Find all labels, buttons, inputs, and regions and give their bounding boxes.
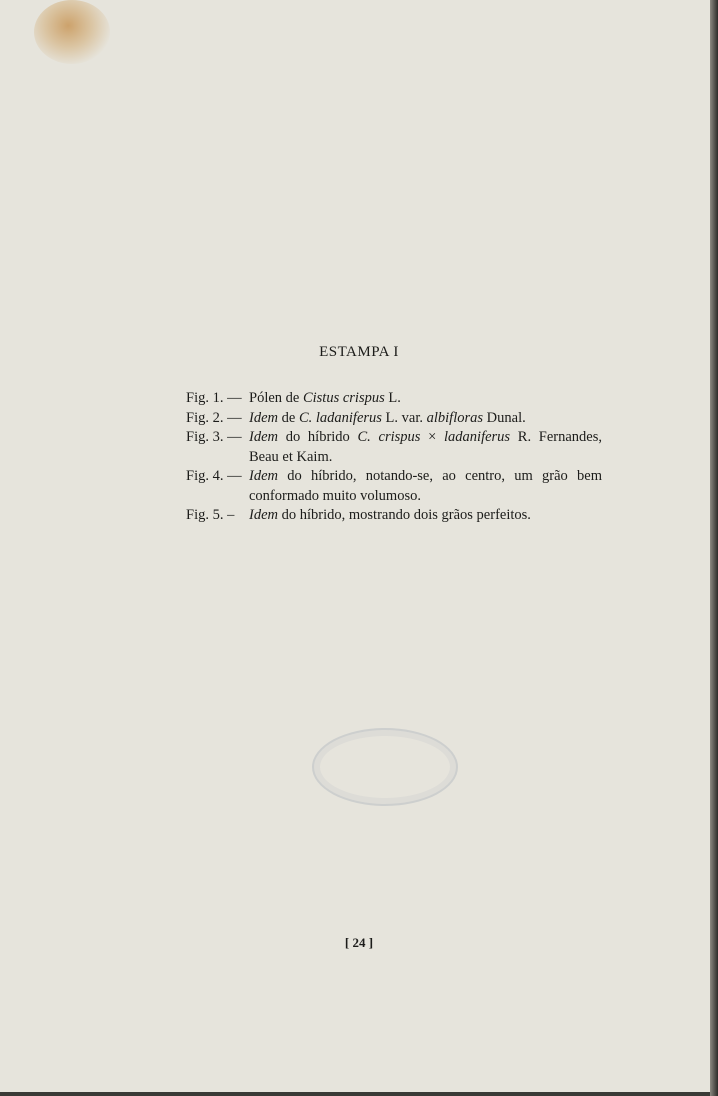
figure-caption-4 <box>186 467 602 506</box>
figure-text: Idem do híbrido C. crispus × ladaniferus R. Fernandes, Beau et Kaim. <box>249 429 603 465</box>
figure-caption-2 <box>186 409 602 429</box>
figure-legend <box>186 389 602 526</box>
figure-label: Fig. 2. — <box>186 409 242 426</box>
figure-caption-1 <box>186 389 602 409</box>
figure-text: Idem de C. ladaniferus L. var. albifloras Dunal. <box>249 409 526 426</box>
library-stamp <box>312 728 458 806</box>
figure-caption-5 <box>186 506 602 526</box>
foxing-stain <box>34 0 110 64</box>
figure-caption-3 <box>186 428 602 467</box>
plate-title: ESTAMPA I <box>319 344 399 360</box>
figure-label: Fig. 3. — <box>186 429 242 445</box>
page-edge-shadow <box>710 0 718 1096</box>
figure-text: Pólen de Cistus crispus L. <box>249 390 401 406</box>
figure-label: Fig. 1. — <box>186 390 242 406</box>
page-number: [ 24 ] <box>344 935 374 950</box>
figure-text: Idem do híbrido, notando-se, ao centro, um grão bem conformado muito volumoso. <box>249 468 602 504</box>
figure-label: Fig. 4. — <box>186 468 242 484</box>
figure-label: Fig. 5. – <box>186 507 235 523</box>
figure-text: Idem do híbrido, mostrando dois grãos perfeitos. <box>249 507 531 523</box>
